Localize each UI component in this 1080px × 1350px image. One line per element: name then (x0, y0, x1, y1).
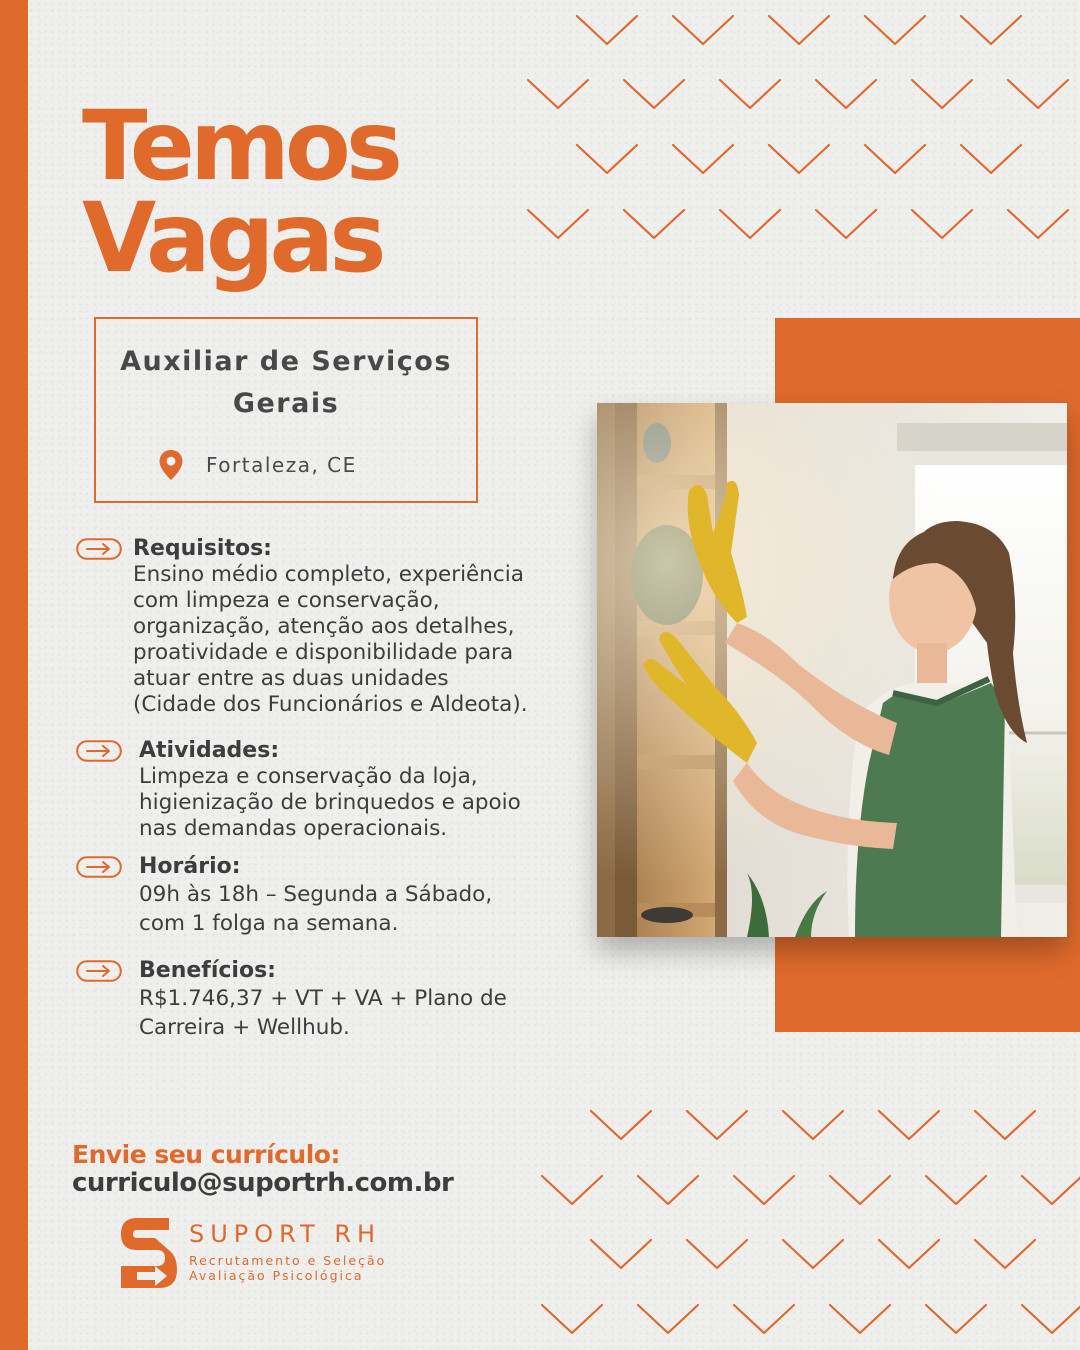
chevron-mark (879, 1240, 939, 1268)
section-body: Limpeza e conservação da loja, higienização de brinquedos e apoio nas demandas operacionais. (139, 764, 521, 841)
chevron-mark (830, 1305, 890, 1333)
chevron-mark (783, 1240, 843, 1268)
job-title: Auxiliar de Serviços Gerais (120, 346, 452, 419)
chevron-mark (591, 1111, 651, 1139)
section-heading: Horário: (139, 854, 241, 879)
chevron-mark (528, 210, 588, 238)
cleaning-photo (597, 403, 1067, 937)
chevron-mark (816, 80, 876, 108)
chevron-mark (865, 145, 925, 173)
chevron-mark (673, 16, 733, 44)
chevron-mark (926, 1176, 986, 1204)
section-heading: Atividades: (139, 738, 280, 763)
chevron-mark (1008, 80, 1068, 108)
chevron-mark (624, 80, 684, 108)
arrow-right-icon (76, 856, 122, 878)
chevron-mark (638, 1305, 698, 1333)
chevron-mark (720, 210, 780, 238)
chevron-mark (542, 1176, 602, 1204)
cta-heading: Envie seu currículo: (72, 1140, 340, 1169)
arrow-right-icon (76, 960, 122, 982)
chevron-mark (830, 1176, 890, 1204)
chevron-mark (528, 80, 588, 108)
job-location (158, 449, 357, 481)
chevron-mark (673, 145, 733, 173)
chevron-mark (975, 1111, 1035, 1139)
section-body: Ensino médio completo, experiência com limpeza e conservação, organização, atenção aos detalhes, proatividade e disponibilidade para atuar entre as duas unidades (Cidade dos Funcionários e Aldeota). (133, 562, 528, 717)
chevron-mark (1022, 1176, 1080, 1204)
chevron-mark (975, 1240, 1035, 1268)
section-body: R$1.746,37 + VT + VA + Plano de Carreira + Wellhub. (139, 986, 507, 1040)
chevron-mark (816, 210, 876, 238)
chevron-mark (734, 1176, 794, 1204)
chevron-mark (1008, 210, 1068, 238)
chevron-mark (879, 1111, 939, 1139)
section-heading: Benefícios: (139, 958, 276, 983)
section-atividades (76, 738, 521, 842)
section-horario (76, 854, 492, 938)
chevron-mark (769, 16, 829, 44)
arrow-right-icon (76, 538, 122, 560)
location-text: Fortaleza, CE (206, 453, 357, 477)
chevron-mark (1022, 1305, 1080, 1333)
cleaning-woman-illustration (597, 403, 1067, 937)
section-heading: Requisitos: (133, 536, 272, 561)
chevron-mark (961, 145, 1021, 173)
job-card (94, 317, 478, 503)
chevron-mark (577, 16, 637, 44)
chevron-mark (769, 145, 829, 173)
brand-tagline (189, 1253, 386, 1283)
chevron-mark (926, 1305, 986, 1333)
cta-email[interactable]: curriculo@suportrh.com.br (72, 1168, 454, 1198)
brand-name: SUPORT RH (189, 1220, 382, 1248)
chevron-mark (542, 1305, 602, 1333)
brand-tagline-1: Recrutamento e Seleção (189, 1253, 387, 1268)
chevron-mark (687, 1240, 747, 1268)
chevron-mark (912, 80, 972, 108)
location-pin-icon (158, 449, 184, 481)
left-accent-bar (0, 0, 28, 1350)
chevron-mark (638, 1176, 698, 1204)
chevron-mark (687, 1111, 747, 1139)
chevron-mark (961, 16, 1021, 44)
chevron-mark (591, 1240, 651, 1268)
headline-title: Temos Vagas (82, 90, 398, 294)
suport-rh-logo-icon (115, 1214, 179, 1292)
brand-logo (115, 1214, 415, 1294)
chevron-mark (624, 210, 684, 238)
brand-tagline-2: Avaliação Psicológica (189, 1268, 364, 1283)
section-requisitos (76, 536, 528, 718)
chevron-mark (734, 1305, 794, 1333)
section-beneficios (76, 958, 507, 1042)
chevron-mark (783, 1111, 843, 1139)
chevron-mark (865, 16, 925, 44)
chevron-mark (720, 80, 780, 108)
section-body: 09h às 18h – Segunda a Sábado, com 1 folga na semana. (139, 882, 493, 936)
chevron-mark (912, 210, 972, 238)
arrow-right-icon (76, 740, 122, 762)
chevron-mark (577, 145, 637, 173)
